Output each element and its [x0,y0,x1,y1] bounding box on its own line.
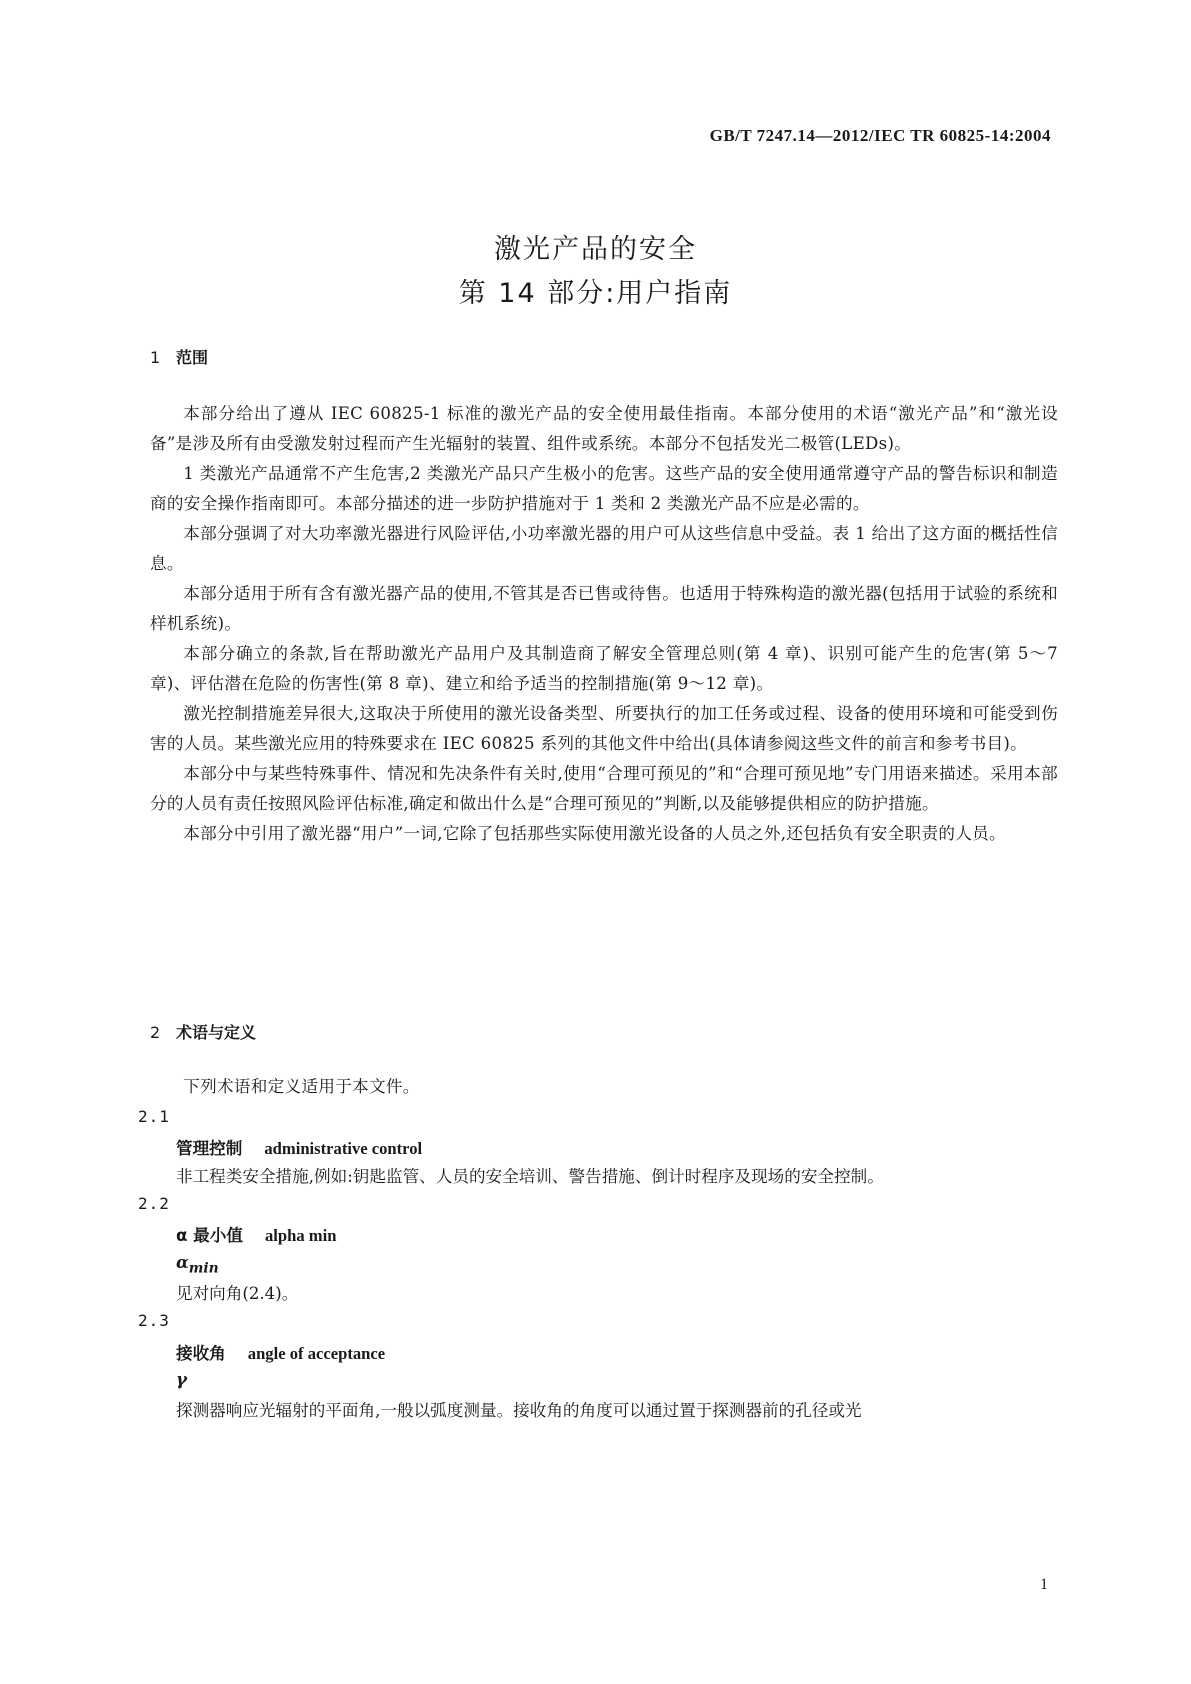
symbol: γ [176,1369,187,1389]
paragraph: 本部分中与某些特殊事件、情况和先决条件有关时,使用“合理可预见的”和“合理可预见地”专门用语来描述。采用本部分的人员有责任按照风险评估标准,确定和做出什么是“合理可预见的”判断,以及能够提供相应的防护措施。 [150,764,1058,813]
term-en: alpha min [264,1226,337,1245]
paragraph: 下列术语和定义适用于本文件。 [183,1077,420,1096]
title-line-2: 第 14 部分:用户指南 [458,278,733,309]
symbol: α [176,1252,189,1272]
paragraph: 激光控制措施差异很大,这取决于所使用的激光设备类型、所要执行的加工任务或过程、设备的使用环境和可能受到伤害的人员。某些激光应用的特殊要求在 IEC 60825 系列的其他文件中给出(具体请参阅这些文件的前言和参考书目)。 [150,704,1058,753]
title-line-1: 激光产品的安全 [494,234,697,265]
term-symbol [176,1369,187,1389]
standard-code: GB/T 7247.14—2012/IEC TR 60825-14:2004 [709,126,1051,145]
section-2-heading [150,1020,256,1043]
symbol-subscript: min [188,1260,219,1277]
section-2-intro [150,1072,1058,1102]
term-en: angle of acceptance [247,1344,386,1363]
term-heading [176,1222,336,1246]
section-2-title: 术语与定义 [176,1023,257,1042]
term-en: administrative control [264,1139,423,1158]
section-1-body [150,399,1058,849]
term-number: 2.3 [138,1311,170,1330]
term-heading [176,1135,422,1159]
term-definition: 探测器响应光辐射的平面角,一般以弧度测量。接收角的角度可以通过置于探测器前的孔径或光 [176,1401,862,1420]
paragraph: 1 类激光产品通常不产生危害,2 类激光产品只产生极小的危害。这些产品的安全使用通常遵守产品的警告标识和制造商的安全操作指南即可。本部分描述的进一步防护措施对于 1 类和 2 类激光产品不应是必需的。 [150,464,1058,513]
term-heading [176,1340,385,1364]
paragraph: 本部分给出了遵从 IEC 60825-1 标准的激光产品的安全使用最佳指南。本部分使用的术语“激光产品”和“激光设备”是涉及所有由受激发射过程而产生光辐射的装置、组件或系统。本部分不包括发光二极管(LEDs)。 [150,404,1058,453]
term-definition: 见对向角(2.4)。 [176,1284,299,1303]
section-1-title: 范围 [176,348,209,367]
section-2-number: 2 [150,1023,161,1042]
term-zh: 管理控制 [176,1139,243,1158]
section-1-number: 1 [150,348,161,367]
term-number: 2.1 [138,1107,170,1126]
term-symbol [176,1252,219,1276]
document-title [0,228,1191,316]
term-number: 2.2 [138,1194,170,1213]
section-1-heading [150,345,208,368]
paragraph: 本部分中引用了激光器“用户”一词,它除了包括那些实际使用激光设备的人员之外,还包括负有安全职责的人员。 [183,824,1006,843]
term-zh: α 最小值 [176,1226,243,1245]
paragraph: 本部分适用于所有含有激光器产品的使用,不管其是否已售或待售。也适用于特殊构造的激光器(包括用于试验的系统和样机系统)。 [150,584,1058,633]
paragraph: 本部分强调了对大功率激光器进行风险评估,小功率激光器的用户可从这些信息中受益。表 1 给出了这方面的概括性信息。 [150,524,1058,573]
paragraph: 本部分确立的条款,旨在帮助激光产品用户及其制造商了解安全管理总则(第 4 章)、识别可能产生的危害(第 5～7 章)、评估潜在危险的伤害性(第 8 章)、建立和给予适当的控制措施(第 9～12 章)。 [150,644,1058,693]
term-zh: 接收角 [176,1344,226,1363]
page-number: 1 [1040,1576,1048,1593]
term-definition: 非工程类安全措施,例如:钥匙监管、人员的安全培训、警告措施、倒计时程序及现场的安全控制。 [176,1167,884,1186]
